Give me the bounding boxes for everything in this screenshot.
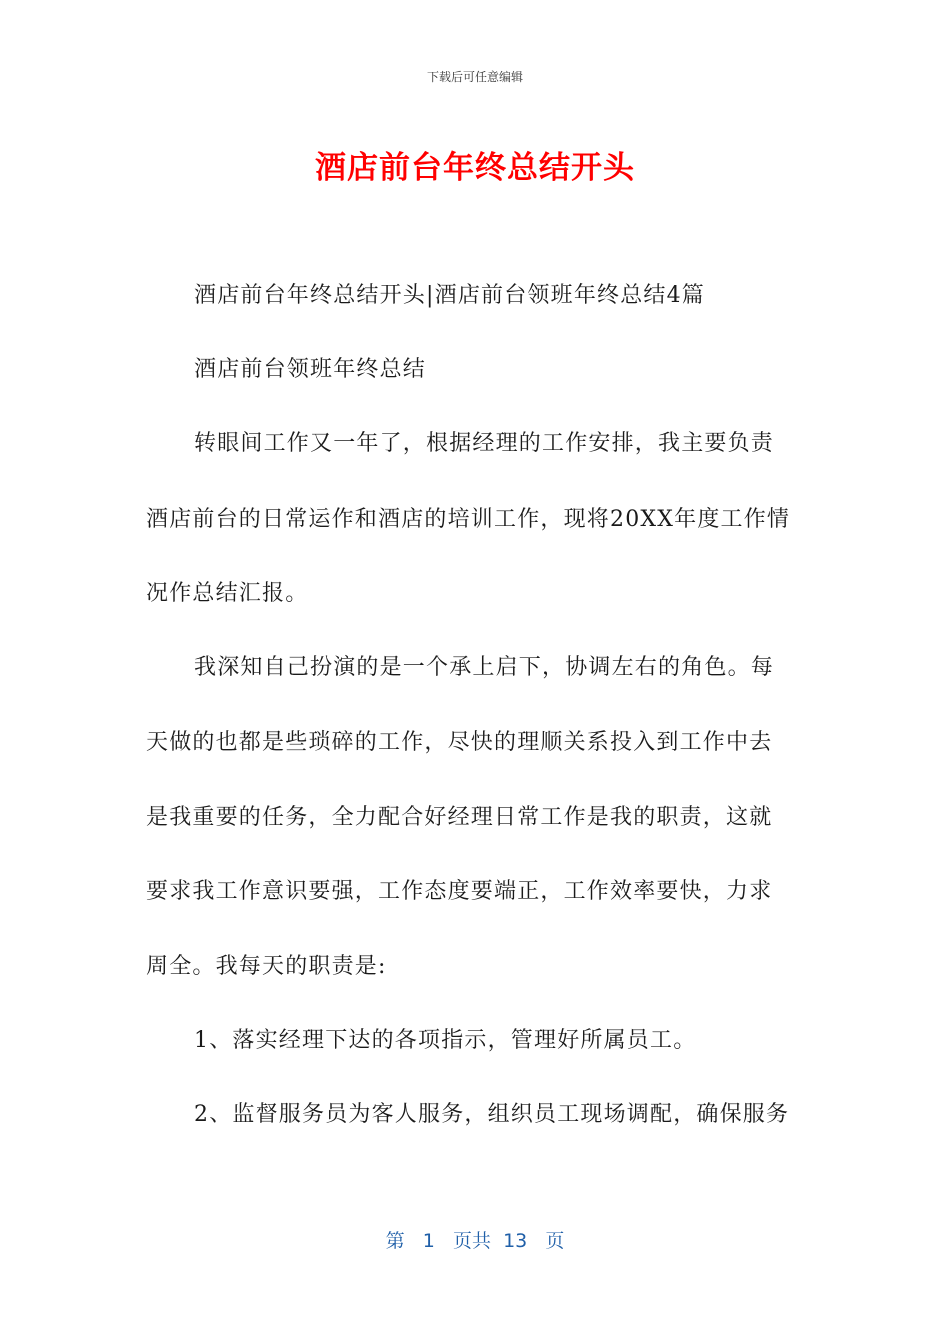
paragraph-line: 2、监督服务员为客人服务，组织员工现场调配，确保服务 xyxy=(194,1102,790,1127)
document-title: 酒店前台年终总结开头 xyxy=(315,150,635,186)
paragraph-line: 酒店前台年终总结开头|酒店前台领班年终总结4篇 xyxy=(194,283,706,308)
paragraph-line: 酒店前台的日常运作和酒店的培训工作，现将20XX年度工作情 xyxy=(146,507,791,532)
footer-middle: 页共 xyxy=(452,1230,491,1252)
paragraph-line: 转眼间工作又一年了，根据经理的工作安排，我主要负责 xyxy=(194,431,775,456)
page-footer xyxy=(0,1226,950,1253)
paragraph-line: 酒店前台领班年终总结 xyxy=(194,357,427,382)
paragraph-line: 要求我工作意识要强，工作态度要端正，工作效率要快，力求 xyxy=(146,879,773,904)
footer-suffix: 页 xyxy=(545,1230,565,1252)
paragraph-line: 1、落实经理下达的各项指示，管理好所属员工。 xyxy=(194,1028,697,1053)
paragraph-line: 是我重要的任务，全力配合好经理日常工作是我的职责，这就 xyxy=(146,805,773,830)
total-pages-number: 13 xyxy=(503,1230,528,1252)
paragraph-line: 我深知自己扮演的是一个承上启下，协调左右的角色。每 xyxy=(194,655,775,680)
current-page-number: 1 xyxy=(422,1230,435,1252)
header-note: 下载后可任意编辑 xyxy=(426,70,523,84)
footer-prefix: 第 xyxy=(385,1230,405,1252)
paragraph-line: 况作总结汇报。 xyxy=(146,581,309,606)
paragraph-line: 天做的也都是些琐碎的工作，尽快的理顺关系投入到工作中去 xyxy=(146,730,773,755)
paragraph-line: 周全。我每天的职责是: xyxy=(146,954,387,979)
